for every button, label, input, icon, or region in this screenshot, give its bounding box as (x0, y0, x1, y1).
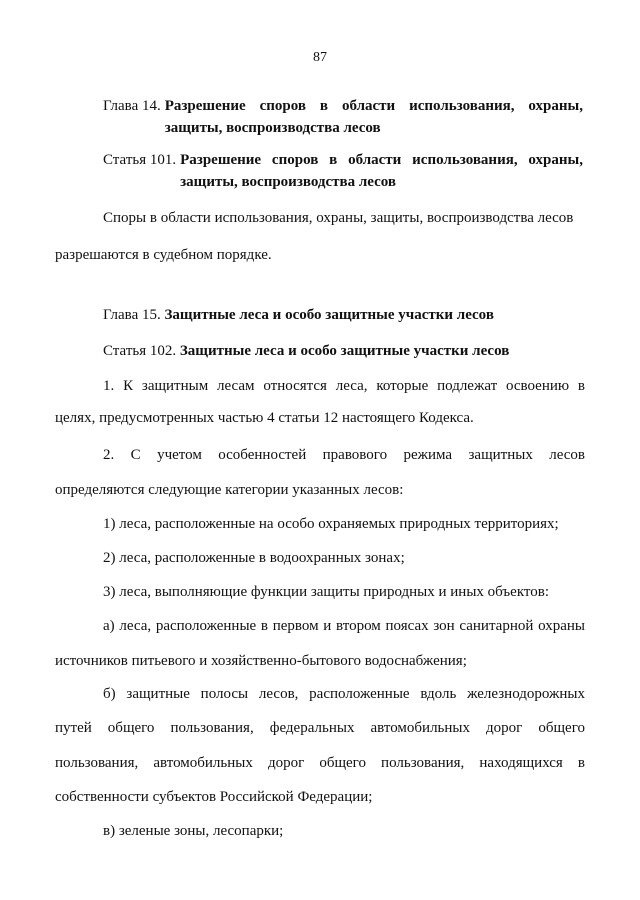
paragraph-1-line-2: целях, предусмотренных частью 4 статьи 12 настоящего Кодекса. (55, 410, 474, 426)
chapter-14-prefix: Глава 14. (103, 98, 161, 114)
article-102-heading (103, 340, 583, 362)
chapter-14-title: Разрешение споров в области использования, охраны, защиты, воспроизводства лесов (164, 98, 583, 136)
chapter-14-heading (103, 95, 583, 139)
chapter-15-heading (103, 304, 583, 326)
list-item-b-line-4: собственности субъектов Российской Федерации; (55, 789, 373, 805)
article-101-text-line-2: разрешаются в судебном порядке. (55, 247, 272, 263)
paragraph-1-line-1: 1. К защитным лесам относятся леса, которые подлежат освоению в (103, 378, 585, 394)
chapter-15-prefix: Глава 15. (103, 307, 161, 323)
list-item-v: в) зеленые зоны, лесопарки; (103, 823, 284, 839)
paragraph-2-line-1: 2. С учетом особенностей правового режима защитных лесов (103, 447, 585, 463)
article-101-prefix: Статья 101. (103, 152, 177, 168)
article-101-title: Разрешение споров в области использования, охраны, защиты, воспроизводства лесов (180, 152, 583, 190)
article-102-prefix: Статья 102. (103, 343, 177, 359)
paragraph-2-line-2: определяются следующие категории указанных лесов: (55, 482, 404, 498)
list-item-1: 1) леса, расположенные на особо охраняемых природных территориях; (103, 516, 559, 532)
list-item-b-line-3: пользования, автомобильных дорог общего пользования, находящихся в (55, 755, 585, 771)
list-item-3: 3) леса, выполняющие функции защиты природных и иных объектов: (103, 584, 550, 600)
list-item-2: 2) леса, расположенные в водоохранных зонах; (103, 550, 405, 566)
chapter-15-title: Защитные леса и особо защитные участки лесов (164, 307, 494, 323)
article-102-title: Защитные леса и особо защитные участки лесов (179, 343, 510, 359)
article-101-heading (103, 149, 583, 193)
list-item-a-line-2: источников питьевого и хозяйственно-бытового водоснабжения; (55, 653, 467, 669)
list-item-b-line-2: путей общего пользования, федеральных автомобильных дорог общего (55, 720, 585, 736)
page-number: 87 (313, 50, 327, 65)
article-101-text-line-1: Споры в области использования, охраны, защиты, воспроизводства лесов (103, 210, 574, 226)
list-item-a-line-1: а) леса, расположенные в первом и втором поясах зон санитарной охраны (103, 618, 585, 634)
list-item-b-line-1: б) защитные полосы лесов, расположенные вдоль железнодорожных (103, 686, 585, 702)
